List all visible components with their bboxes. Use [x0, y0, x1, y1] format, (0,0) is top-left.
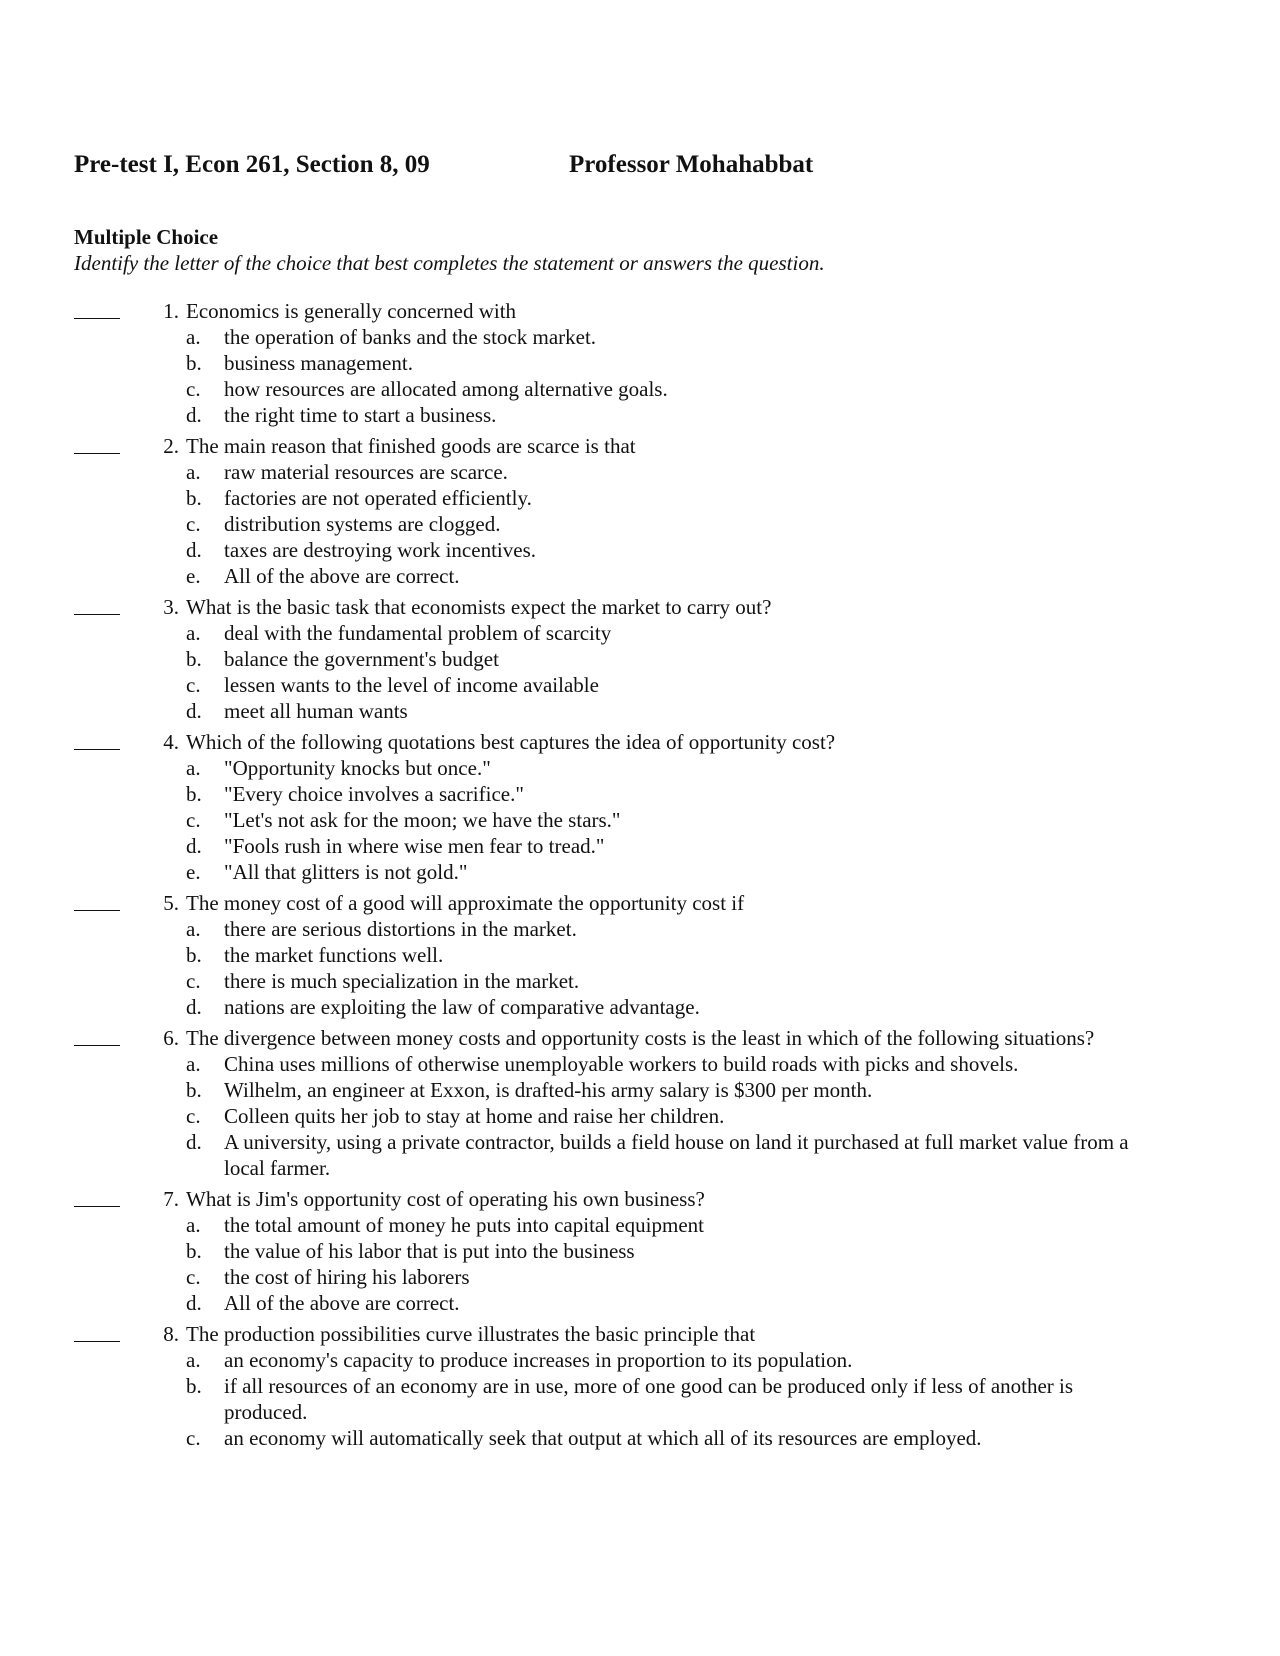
option-letter: a.	[186, 1052, 201, 1076]
question-item	[74, 433, 1234, 589]
option-letter: b.	[186, 782, 202, 806]
section-title: Multiple Choice	[74, 225, 219, 249]
answer-option	[74, 1264, 1134, 1290]
option-text: "Fools rush in where wise men fear to tread."	[224, 834, 605, 858]
option-letter: b.	[186, 351, 202, 375]
answer-option	[74, 350, 1134, 376]
question-text: The money cost of a good will approximate the opportunity cost if	[186, 891, 745, 915]
answer-option	[74, 485, 1134, 511]
test-title: Pre-test I, Econ 261, Section 8, 09	[74, 151, 430, 178]
option-text: "Let's not ask for the moon; we have the stars."	[224, 808, 621, 832]
question-text: The divergence between money costs and opportunity costs is the least in which of the following situations?	[186, 1026, 1095, 1050]
answer-option	[74, 859, 1134, 885]
option-text: raw material resources are scarce.	[224, 460, 508, 484]
option-letter: a.	[186, 1213, 201, 1237]
answer-blank[interactable]	[74, 890, 120, 911]
option-text: the market functions well.	[224, 943, 444, 967]
option-text: the operation of banks and the stock market.	[224, 325, 597, 349]
option-letter: d.	[186, 1291, 202, 1315]
option-letter: b.	[186, 1239, 202, 1263]
option-text: China uses millions of otherwise unemployable workers to build roads with picks and shovels.	[224, 1052, 1019, 1076]
answer-blank[interactable]	[74, 1025, 120, 1046]
question-number: 2.	[163, 434, 179, 458]
question-text: Economics is generally concerned with	[186, 299, 517, 323]
option-text: Colleen quits her job to stay at home and raise her children.	[224, 1104, 725, 1128]
question-number: 5.	[163, 891, 179, 915]
option-letter: a.	[186, 325, 201, 349]
option-text: business management.	[224, 351, 413, 375]
answer-option	[74, 1077, 1134, 1103]
option-text: A university, using a private contractor, builds a field house on land it purchased at full market value from a local farmer.	[224, 1130, 1129, 1180]
answer-option	[74, 1347, 1134, 1373]
option-letter: c.	[186, 808, 201, 832]
test-page	[74, 148, 1234, 1456]
question-text: The main reason that finished goods are scarce is that	[186, 434, 636, 458]
option-letter: c.	[186, 1426, 201, 1450]
answer-blank[interactable]	[74, 729, 120, 750]
option-letter: e.	[186, 860, 201, 884]
answer-blank[interactable]	[74, 433, 120, 454]
answer-option	[74, 1103, 1134, 1129]
option-letter: d.	[186, 538, 202, 562]
question-stem	[74, 433, 1234, 459]
option-text: Wilhelm, an engineer at Exxon, is drafted-his army salary is $300 per month.	[224, 1078, 873, 1102]
question-stem	[74, 1025, 1234, 1051]
answer-option	[74, 537, 1134, 563]
option-text: lessen wants to the level of income available	[224, 673, 599, 697]
question-item	[74, 1321, 1234, 1451]
answer-option	[74, 1238, 1134, 1264]
option-letter: a.	[186, 1348, 201, 1372]
option-letter: b.	[186, 943, 202, 967]
option-text: the total amount of money he puts into capital equipment	[224, 1213, 704, 1237]
answer-option	[74, 672, 1134, 698]
option-text: the value of his labor that is put into the business	[224, 1239, 635, 1263]
question-item	[74, 1186, 1234, 1316]
option-letter: a.	[186, 621, 201, 645]
question-item	[74, 890, 1234, 1020]
professor-name: Professor Mohahabbat	[569, 151, 814, 178]
question-stem	[74, 594, 1234, 620]
option-letter: a.	[186, 756, 201, 780]
answer-blank[interactable]	[74, 298, 120, 319]
answer-option	[74, 1051, 1134, 1077]
answer-option	[74, 402, 1134, 428]
option-text: how resources are allocated among alternative goals.	[224, 377, 668, 401]
option-letter: b.	[186, 647, 202, 671]
option-letter: d.	[186, 699, 202, 723]
option-letter: d.	[186, 1130, 202, 1154]
answer-blank[interactable]	[74, 1321, 120, 1342]
option-letter: a.	[186, 460, 201, 484]
option-text: distribution systems are clogged.	[224, 512, 501, 536]
option-text: nations are exploiting the law of comparative advantage.	[224, 995, 700, 1019]
answer-option	[74, 324, 1134, 350]
option-letter: d.	[186, 995, 202, 1019]
question-stem	[74, 1321, 1234, 1347]
option-letter: c.	[186, 377, 201, 401]
answer-option	[74, 376, 1134, 402]
question-number: 4.	[163, 730, 179, 754]
option-text: All of the above are correct.	[224, 564, 460, 588]
answer-option	[74, 698, 1134, 724]
option-text: the right time to start a business.	[224, 403, 497, 427]
answer-option	[74, 968, 1134, 994]
question-text: What is the basic task that economists expect the market to carry out?	[186, 595, 772, 619]
option-text: All of the above are correct.	[224, 1291, 460, 1315]
question-item	[74, 1025, 1234, 1181]
test-header	[74, 148, 1234, 182]
question-number: 1.	[163, 299, 179, 323]
option-text: factories are not operated efficiently.	[224, 486, 532, 510]
option-letter: b.	[186, 1078, 202, 1102]
option-letter: a.	[186, 917, 201, 941]
answer-blank[interactable]	[74, 1186, 120, 1207]
option-text: there are serious distortions in the market.	[224, 917, 577, 941]
option-text: "Every choice involves a sacrifice."	[224, 782, 524, 806]
option-letter: d.	[186, 403, 202, 427]
answer-option	[74, 646, 1134, 672]
question-number: 6.	[163, 1026, 179, 1050]
option-letter: c.	[186, 512, 201, 536]
option-text: "All that glitters is not gold."	[224, 860, 468, 884]
option-text: the cost of hiring his laborers	[224, 1265, 470, 1289]
question-stem	[74, 1186, 1234, 1212]
option-text: "Opportunity knocks but once."	[224, 756, 491, 780]
answer-option	[74, 1425, 1134, 1451]
question-number: 8.	[163, 1322, 179, 1346]
answer-option	[74, 1129, 1134, 1181]
answer-option	[74, 1373, 1134, 1425]
question-number: 3.	[163, 595, 179, 619]
answer-option	[74, 994, 1134, 1020]
question-number: 7.	[163, 1187, 179, 1211]
question-item	[74, 594, 1234, 724]
answer-option	[74, 1290, 1134, 1316]
option-letter: c.	[186, 969, 201, 993]
question-stem	[74, 298, 1234, 324]
option-text: an economy's capacity to produce increases in proportion to its population.	[224, 1348, 853, 1372]
option-text: taxes are destroying work incentives.	[224, 538, 536, 562]
section-instructions: Identify the letter of the choice that best completes the statement or answers the question.	[74, 251, 825, 275]
option-letter: b.	[186, 486, 202, 510]
option-text: balance the government's budget	[224, 647, 499, 671]
answer-option	[74, 807, 1134, 833]
question-text: Which of the following quotations best captures the idea of opportunity cost?	[186, 730, 836, 754]
option-letter: b.	[186, 1374, 202, 1398]
question-text: The production possibilities curve illustrates the basic principle that	[186, 1322, 756, 1346]
answer-option	[74, 459, 1134, 485]
question-item	[74, 298, 1234, 428]
answer-option	[74, 563, 1134, 589]
answer-blank[interactable]	[74, 594, 120, 615]
option-text: deal with the fundamental problem of scarcity	[224, 621, 612, 645]
option-text: if all resources of an economy are in use, more of one good can be produced only if less of another is produced.	[224, 1374, 1074, 1424]
option-letter: e.	[186, 564, 201, 588]
answer-option	[74, 1212, 1134, 1238]
option-text: meet all human wants	[224, 699, 408, 723]
option-letter: c.	[186, 1265, 201, 1289]
answer-option	[74, 916, 1134, 942]
answer-option	[74, 620, 1134, 646]
answer-option	[74, 833, 1134, 859]
answer-option	[74, 781, 1134, 807]
option-text: an economy will automatically seek that output at which all of its resources are employed.	[224, 1426, 982, 1450]
answer-option	[74, 755, 1134, 781]
option-letter: c.	[186, 1104, 201, 1128]
question-stem	[74, 890, 1234, 916]
question-item	[74, 729, 1234, 885]
answer-option	[74, 942, 1134, 968]
option-text: there is much specialization in the market.	[224, 969, 580, 993]
option-letter: d.	[186, 834, 202, 858]
question-stem	[74, 729, 1234, 755]
option-letter: c.	[186, 673, 201, 697]
question-text: What is Jim's opportunity cost of operating his own business?	[186, 1187, 705, 1211]
answer-option	[74, 511, 1134, 537]
question-list	[74, 298, 1234, 1451]
